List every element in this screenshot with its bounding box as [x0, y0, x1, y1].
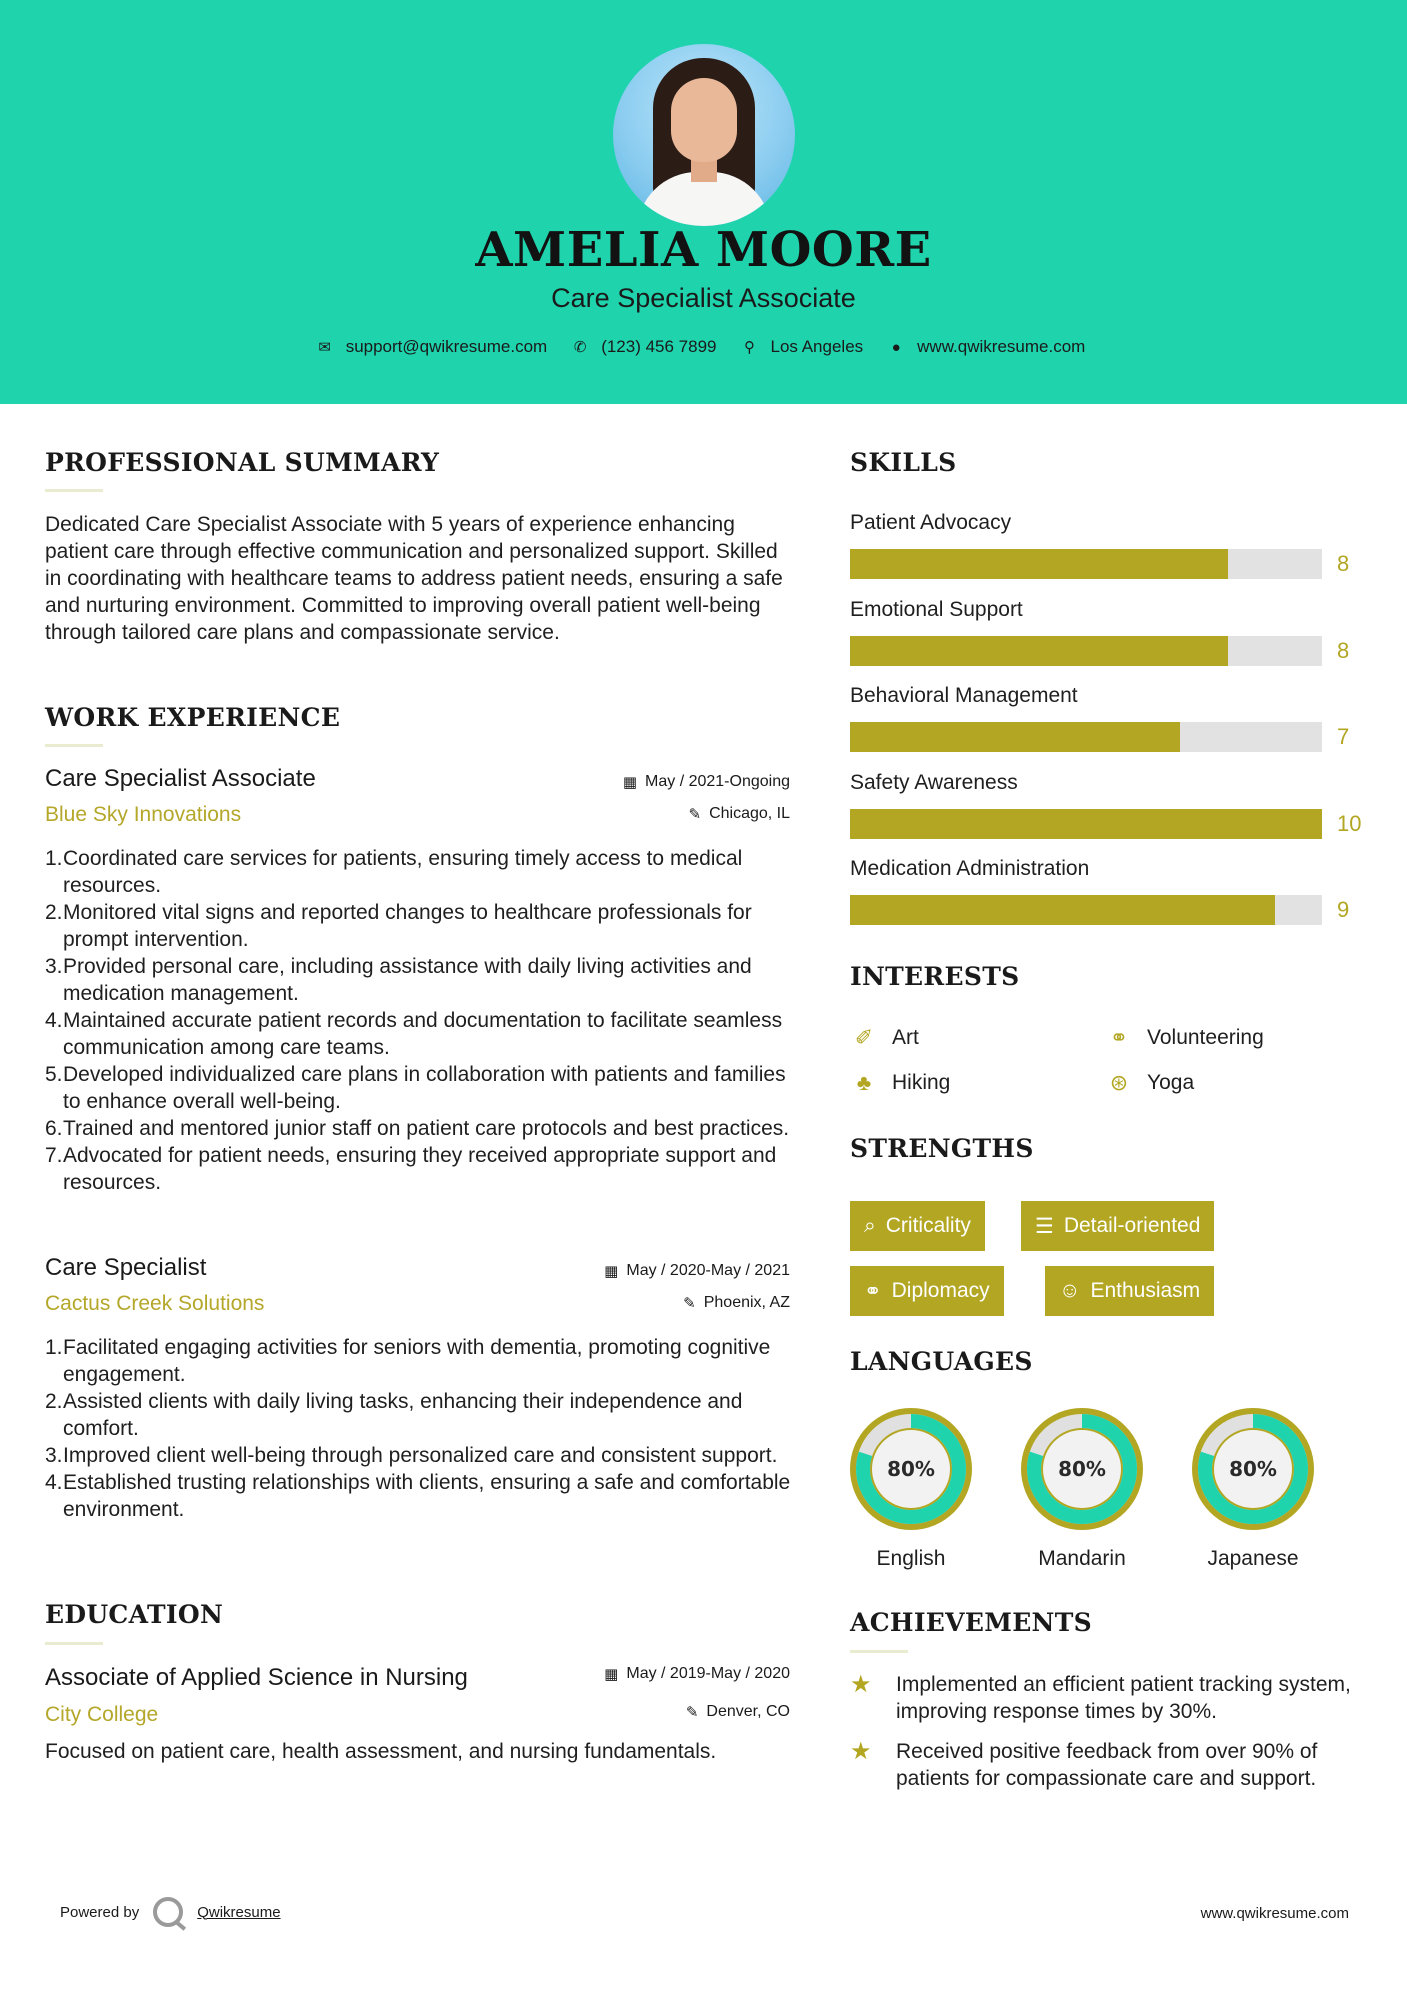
language-item [1192, 1408, 1314, 1571]
job-location [490, 1294, 790, 1312]
skill-value: 8 [1337, 637, 1350, 663]
envelope-icon: ✉ [318, 339, 331, 356]
contact-phone[interactable] [571, 337, 716, 357]
job-company: Cactus Creek Solutions [45, 1292, 265, 1315]
smile-icon: ☺ [1059, 1279, 1081, 1302]
skill-bar-fill [850, 895, 1275, 925]
list-icon: ☰ [1035, 1214, 1054, 1238]
strength-chip [1021, 1201, 1214, 1251]
skill-label: Medication Administration [850, 857, 1090, 880]
language-percent: 80% [1058, 1457, 1106, 1481]
job-location [490, 805, 790, 823]
map-marker-icon: ⚲ [744, 339, 756, 356]
qwikresume-logo-icon [153, 1897, 183, 1927]
contact-email-text: support@qwikresume.com [345, 337, 548, 356]
education-title: EDUCATION [45, 1600, 224, 1629]
interest-art [850, 1025, 919, 1051]
skill-bar-fill [850, 809, 1322, 839]
handshake-icon: ⚭ [864, 1279, 882, 1303]
strength-chip [850, 1201, 985, 1251]
strength-label: Diplomacy [891, 1279, 990, 1302]
tree-icon: ♣ [856, 1070, 872, 1095]
list-item: 4. Maintained accurate patient records and documentation to facilitate seamless communication among care teams. [45, 1009, 783, 1059]
contact-website[interactable] [887, 337, 1085, 357]
achievements-title: ACHIEVEMENTS [850, 1608, 1092, 1637]
phone-icon: ✆ [573, 339, 587, 356]
education-location [490, 1703, 790, 1721]
job-title: Care Specialist [45, 1254, 207, 1281]
candidate-role: Care Specialist Associate [551, 283, 856, 313]
language-item [1021, 1408, 1143, 1571]
footer-powered-by [60, 1897, 281, 1927]
contact-phone-text: (123) 456 7899 [601, 337, 717, 356]
footer-website[interactable]: www.qwikresume.com [1200, 1905, 1349, 1922]
list-item: 4. Established trusting relationships with clients, ensuring a safe and comfortable environment. [45, 1471, 791, 1521]
school-name: City College [45, 1703, 159, 1726]
education-text: Focused on patient care, health assessment, and nursing fundamentals. [45, 1740, 717, 1763]
language-ring [1021, 1408, 1143, 1530]
skill-bar [850, 722, 1322, 752]
language-name: Japanese [1207, 1547, 1299, 1570]
interest-yoga [1105, 1070, 1194, 1096]
contact-email[interactable] [316, 337, 548, 357]
pin-icon: ✎ [683, 1295, 696, 1312]
job-duties [45, 845, 800, 1196]
section-divider [45, 489, 103, 492]
candidate-name: AMELIA MOORE [475, 222, 932, 278]
interest-label: Art [892, 1026, 919, 1049]
contact-location-text: Los Angeles [770, 337, 864, 356]
qwikresume-link[interactable]: Qwikresume [197, 1903, 281, 1921]
skill-value: 7 [1337, 724, 1350, 749]
job-dates-text: May / 2020-May / 2021 [626, 1262, 790, 1279]
skills-title: SKILLS [850, 448, 957, 477]
strength-label: Criticality [885, 1214, 971, 1237]
calendar-icon: ▦ [604, 1263, 619, 1280]
skill-bar [850, 549, 1322, 579]
language-ring [1192, 1408, 1314, 1530]
language-name: Mandarin [1038, 1547, 1126, 1570]
interest-label: Hiking [892, 1071, 951, 1094]
interest-label: Volunteering [1147, 1026, 1264, 1049]
skill-bar-fill [850, 636, 1228, 666]
education-dates-text: May / 2019-May / 2020 [626, 1665, 790, 1682]
skill-bar-fill [850, 722, 1180, 752]
skill-value: 10 [1337, 810, 1362, 836]
contact-website-text: www.qwikresume.com [917, 337, 1086, 356]
language-name: English [876, 1547, 946, 1570]
job-location-text: Chicago, IL [709, 805, 790, 822]
list-item: 3. Improved client well-being through personalized care and consistent support. [45, 1444, 778, 1467]
list-item: 2. Monitored vital signs and reported changes to healthcare professionals for prompt intervention. [45, 901, 752, 951]
job-duties [45, 1334, 800, 1523]
resume-header [0, 0, 1407, 404]
education-dates [490, 1665, 790, 1683]
calendar-icon: ▦ [604, 1666, 619, 1683]
pin-icon: ✎ [688, 806, 702, 823]
languages-title: LANGUAGES [850, 1347, 1033, 1376]
job-dates [490, 1262, 790, 1280]
strength-chip [850, 1266, 1004, 1316]
job-company: Blue Sky Innovations [45, 803, 242, 826]
globe-icon: ● [891, 338, 901, 356]
section-divider [45, 1642, 103, 1645]
strengths-title: STRENGTHS [850, 1134, 1034, 1163]
powered-by-text: Powered by [60, 1903, 140, 1921]
life-ring-icon: ⊛ [1109, 1070, 1129, 1095]
star-icon: ★ [850, 1671, 872, 1698]
interests-title: INTERESTS [850, 962, 1020, 991]
skill-label: Patient Advocacy [850, 511, 1012, 534]
skill-label: Emotional Support [850, 597, 1023, 621]
job-title: Care Specialist Associate [45, 765, 316, 792]
language-percent: 80% [887, 1457, 935, 1481]
section-divider [45, 744, 103, 747]
skill-label: Safety Awareness [850, 770, 1018, 794]
job-dates-text: May / 2021-Ongoing [645, 773, 790, 790]
section-divider [850, 1650, 908, 1653]
contact-location [741, 337, 864, 357]
skill-bar [850, 636, 1322, 666]
list-item: 1. Facilitated engaging activities for seniors with dementia, promoting cognitive engagement. [45, 1336, 771, 1386]
skill-value: 8 [1337, 551, 1350, 576]
calendar-icon: ▦ [622, 774, 638, 791]
search-icon: ⌕ [864, 1214, 876, 1237]
education-location-text: Denver, CO [706, 1703, 790, 1720]
profile-photo [613, 44, 795, 226]
achievement-text: Received positive feedback from over 90% of patients for compassionate care and support. [896, 1740, 1318, 1790]
skill-bar-fill [850, 549, 1228, 579]
list-item: 2. Assisted clients with daily living tasks, enhancing their independence and comfort. [45, 1390, 743, 1440]
skill-bar [850, 809, 1322, 839]
achievement-item [850, 1671, 1370, 1725]
list-item: 3. Provided personal care, including assistance with daily living activities and medication management. [45, 955, 752, 1005]
list-item: 6. Trained and mentored junior staff on patient care protocols and best practices. [45, 1117, 790, 1140]
list-item: 7. Advocated for patient needs, ensuring they received appropriate support and resources. [45, 1144, 777, 1194]
degree-title: Associate of Applied Science in Nursing [45, 1664, 468, 1691]
achievement-text: Implemented an efficient patient tracking system, improving response times by 30%. [896, 1673, 1351, 1723]
skill-label: Behavioral Management [850, 684, 1078, 707]
star-icon: ★ [850, 1738, 872, 1765]
language-item [850, 1408, 972, 1571]
interest-hiking [850, 1070, 950, 1096]
list-item: 1. Coordinated care services for patients, ensuring timely access to medical resources. [45, 847, 743, 897]
list-item: 5. Developed individualized care plans in collaboration with patients and families to enhance overall well-being. [45, 1063, 786, 1113]
contact-bar [0, 337, 1407, 357]
interest-volunteering [1105, 1025, 1264, 1051]
paintbrush-icon: ✐ [854, 1025, 874, 1050]
handshake-icon: ⚭ [1109, 1025, 1129, 1050]
skill-bar [850, 895, 1322, 925]
experience-title: WORK EXPERIENCE [45, 703, 341, 732]
achievement-item [850, 1738, 1370, 1792]
strength-chip [1045, 1266, 1214, 1316]
job-dates [490, 773, 790, 791]
summary-text: Dedicated Care Specialist Associate with 5 years of experience enhancing patient care through effective communication and personalized support. Skilled in coordinating with healthcare teams to address patient needs, ensuring a safe and nurturing environment. Committed to improving overall patient well-being through tailored care plans and compassionate service. [45, 513, 783, 644]
pin-icon: ✎ [685, 1704, 699, 1721]
language-ring [850, 1408, 972, 1530]
job-location-text: Phoenix, AZ [703, 1294, 790, 1311]
language-percent: 80% [1229, 1457, 1277, 1481]
strength-label: Detail-oriented [1063, 1214, 1201, 1237]
summary-title: PROFESSIONAL SUMMARY [45, 448, 440, 477]
skill-value: 9 [1337, 897, 1350, 922]
strength-label: Enthusiasm [1090, 1279, 1201, 1302]
interest-label: Yoga [1147, 1071, 1195, 1094]
